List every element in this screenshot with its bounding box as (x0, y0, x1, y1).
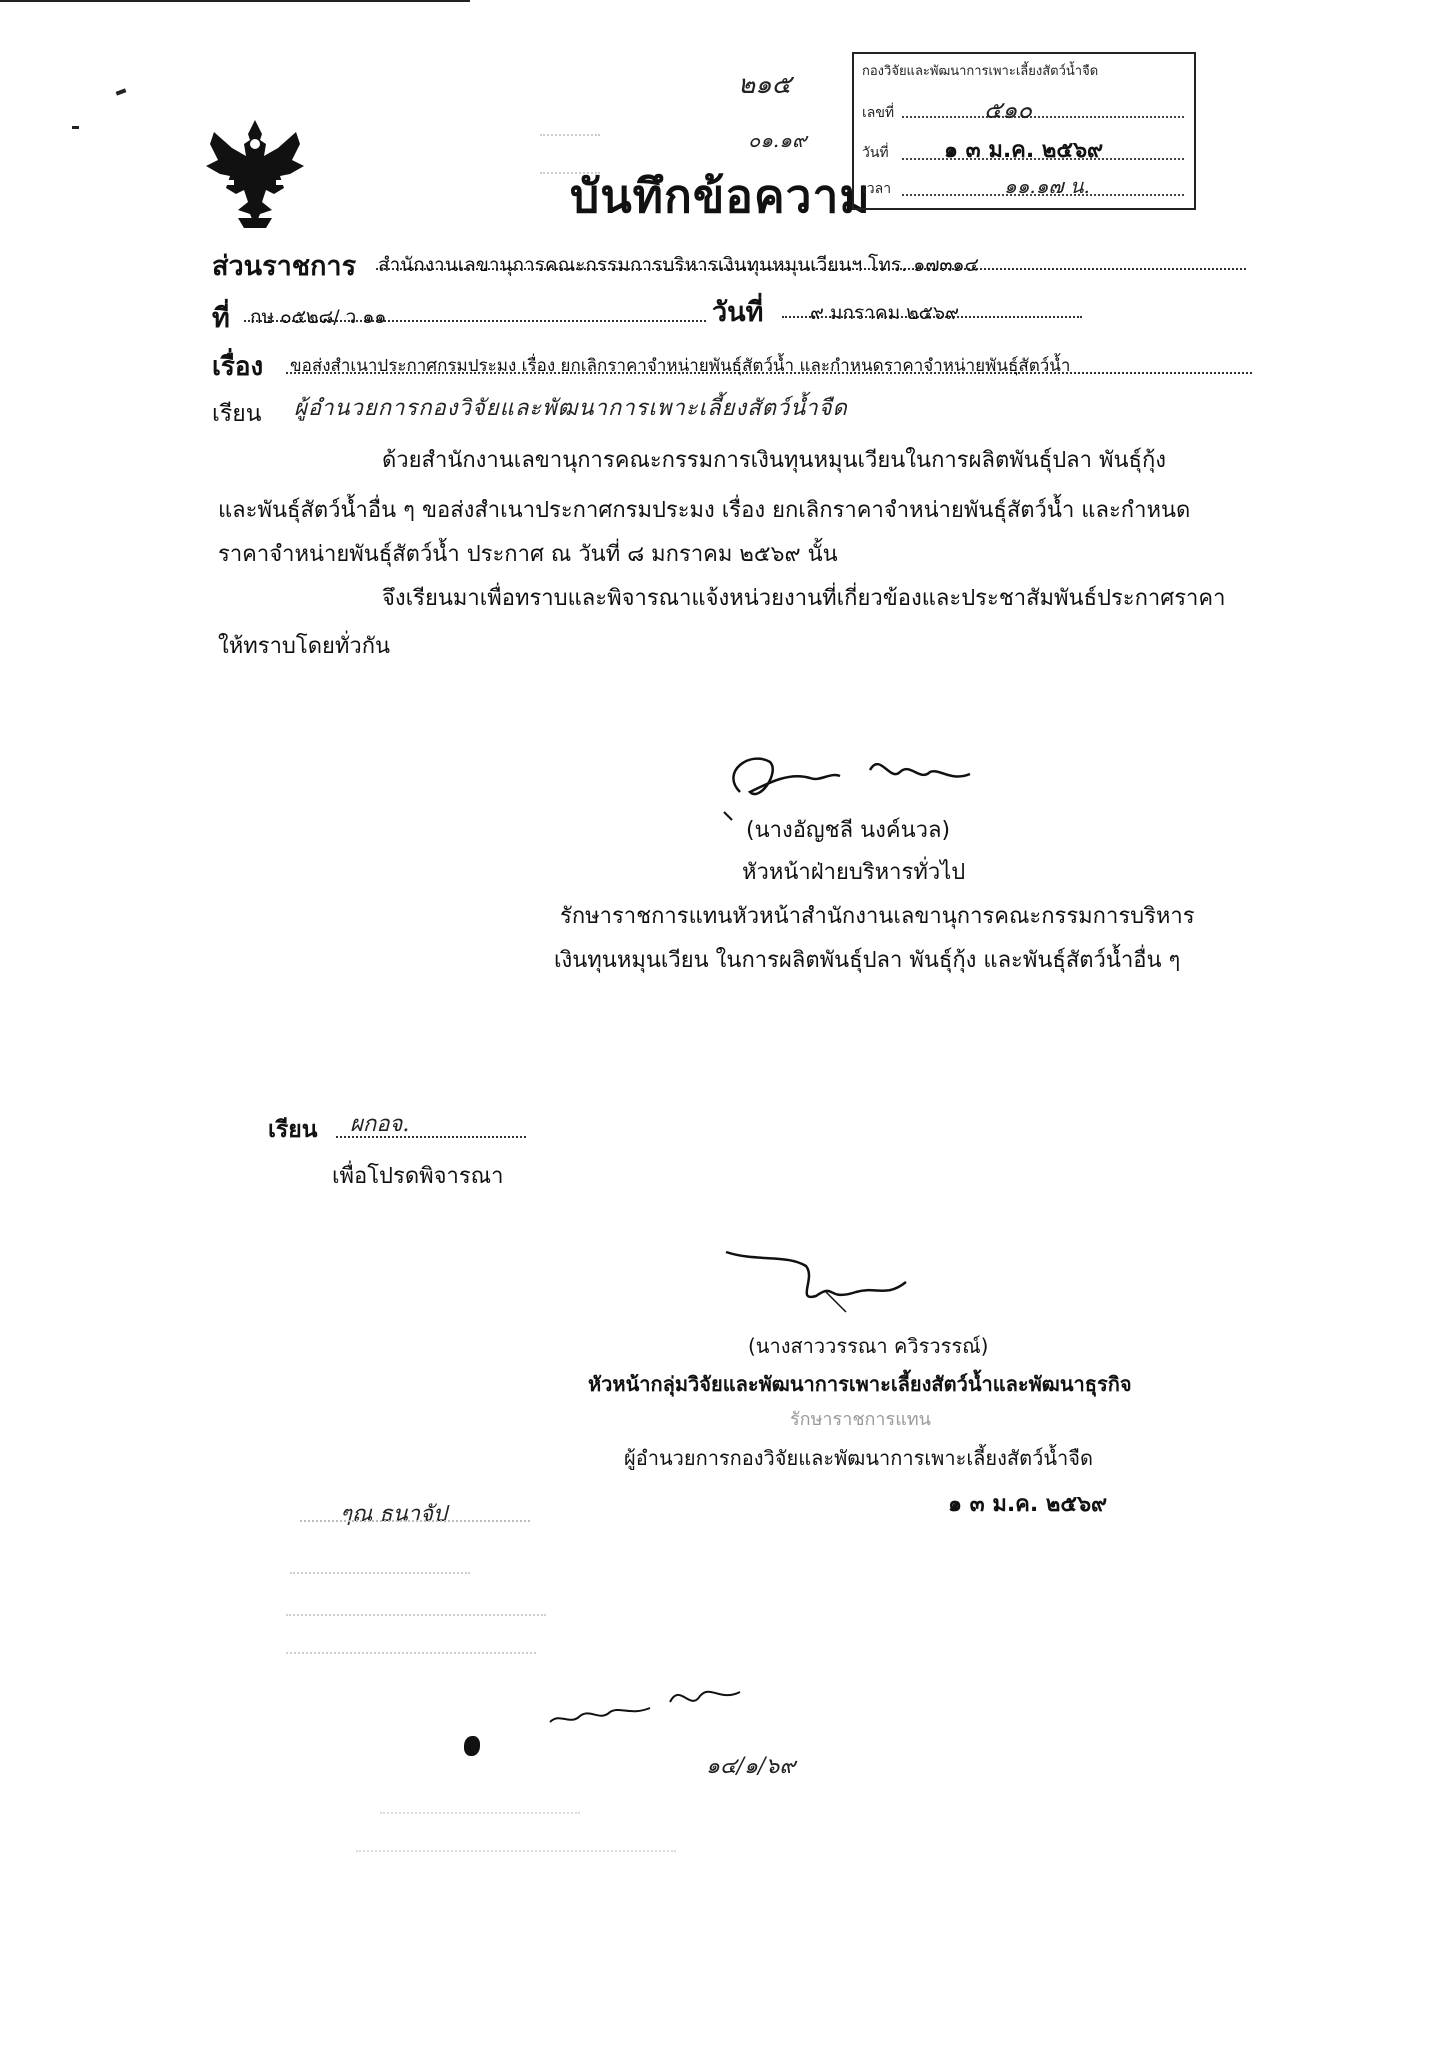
stamp-time-label: เวลา (862, 181, 892, 197)
body-paragraph-1-line-2: และพันธุ์สัตว์น้ำอื่น ๆ ขอส่งสำเนาประกาศกรมประมง เรื่อง ยกเลิกราคาจำหน่ายพันธุ์สัตว์น้ำ และกำหนด (218, 498, 1191, 523)
body-paragraph-1-line-1: ด้วยสำนักงานเลขานุการคณะกรรมการเงินทุนหมุนเวียนในการผลิตพันธุ์ปลา พันธุ์กุ้ง (382, 448, 1167, 473)
signature-2-name: (นางสาววรรณา ควิรวรรณ์) (748, 1334, 989, 1358)
stamp-org: กองวิจัยและพัฒนาการเพาะเลี้ยงสัตว์น้ำจืด (862, 64, 1099, 79)
signature-2-scribble (716, 1242, 956, 1336)
body-paragraph-2-line-2: ให้ทราบโดยทั่วกัน (218, 634, 391, 659)
handwritten-register-number: ๒๑๕ (738, 70, 792, 100)
stamp-time-value: ๑๑.๑๗ น. (1004, 174, 1090, 198)
faded-note-line (286, 1602, 546, 1616)
subject-label: เรื่อง (212, 352, 264, 382)
signature-2-position: หัวหน้ากลุ่มวิจัยและพัฒนาการเพาะเลี้ยงสัตว์น้ำและพัฒนาธุรกิจ (588, 1372, 1132, 1396)
ref-label: ที่ (212, 303, 230, 334)
handwritten-date: ๑๔/๑/๖๙ (706, 1754, 796, 1779)
endorsement-to-value: ผกอจ. (350, 1112, 410, 1137)
stamp-number-line (902, 116, 1184, 118)
stamp-date-value: ๑ ๓ ม.ค. ๒๕๖๙ (944, 138, 1104, 163)
faded-note-line (356, 1838, 676, 1852)
signature-2-director: ผู้อำนวยการกองวิจัยและพัฒนาการเพาะเลี้ยงสัตว์น้ำจืด (624, 1446, 1093, 1470)
signature-2-acting: รักษาราชการแทน (790, 1409, 931, 1430)
handwritten-register-time: ๐๑.๑๙ (748, 128, 807, 152)
agency-value: สำนักงานเลขานุการคณะกรรมการบริหารเงินทุนหมุนเวียนฯ โทร. ๑๗๓๑๔ (378, 254, 979, 276)
top-edge-line (0, 0, 470, 2)
agency-label: ส่วนราชการ (212, 251, 357, 282)
signature-1-position: หัวหน้าฝ่ายบริหารทั่วไป (742, 860, 966, 885)
date-label: วันที่ (712, 297, 764, 328)
handwritten-note: ๆณ ธนาจัป (340, 1502, 447, 1527)
signature-1-acting-line-1: รักษาราชการแทนหัวหน้าสำนักงานเลขานุการคณะกรรมการบริหาร (560, 904, 1195, 929)
subject-value: ขอส่งสำเนาประกาศกรมประมง เรื่อง ยกเลิกราคาจำหน่ายพันธุ์สัตว์น้ำ และกำหนดราคาจำหน่ายพันธุ์สัตว์น้ำ (290, 356, 1071, 376)
stamp-number-value: ๕๑๐ (984, 96, 1033, 124)
faded-note-line (290, 1560, 470, 1574)
stamp-number-label: เลขที่ (862, 105, 895, 121)
faded-note-line (380, 1800, 580, 1814)
date-value: ๙ มกราคม ๒๕๖๙ (810, 302, 960, 324)
to-value-handwritten: ผู้อำนวยการกองวิจัยและพัฒนาการเพาะเลี้ยงสัตว์น้ำจืด (294, 396, 848, 421)
receipt-stamp (852, 52, 1196, 210)
signature-1-acting-line-2: เงินทุนหมุนเวียน ในการผลิตพันธุ์ปลา พันธุ์กุ้ง และพันธุ์สัตว์น้ำอื่น ๆ (554, 948, 1181, 973)
signature-1-name: (นางอัญชลี นงค์นวล) (746, 818, 951, 843)
handwritten-initials-scribble (540, 1672, 760, 1746)
faded-note-line (286, 1640, 536, 1654)
endorsement-purpose: เพื่อโปรดพิจารณา (332, 1164, 504, 1189)
ref-value: กษ ๐๕๒๘/ ว ๑๑ (250, 306, 387, 328)
stamp-date-label: วันที่ (862, 145, 889, 161)
scan-mark (72, 126, 79, 129)
body-paragraph-1-line-3: ราคาจำหน่ายพันธุ์สัตว์น้ำ ประกาศ ณ วันที่ ๘ มกราคม ๒๕๖๙ นั้น (218, 542, 838, 567)
signature-2-date: ๑ ๓ ม.ค. ๒๕๖๙ (948, 1492, 1108, 1517)
scan-mark (116, 88, 127, 95)
to-label: เรียน (212, 401, 262, 427)
faded-stamp-remnant (540, 120, 600, 136)
body-paragraph-2-line-1: จึงเรียนมาเพื่อทราบและพิจารณาแจ้งหน่วยงานที่เกี่ยวข้องและประชาสัมพันธ์ประกาศราคา (382, 586, 1226, 611)
note-line (300, 1520, 530, 1522)
ink-blot (464, 1736, 480, 1756)
endorsement-to-label: เรียน (268, 1117, 318, 1143)
memo-title: บันทึกข้อความ (570, 169, 871, 223)
garuda-emblem-icon (200, 114, 310, 232)
